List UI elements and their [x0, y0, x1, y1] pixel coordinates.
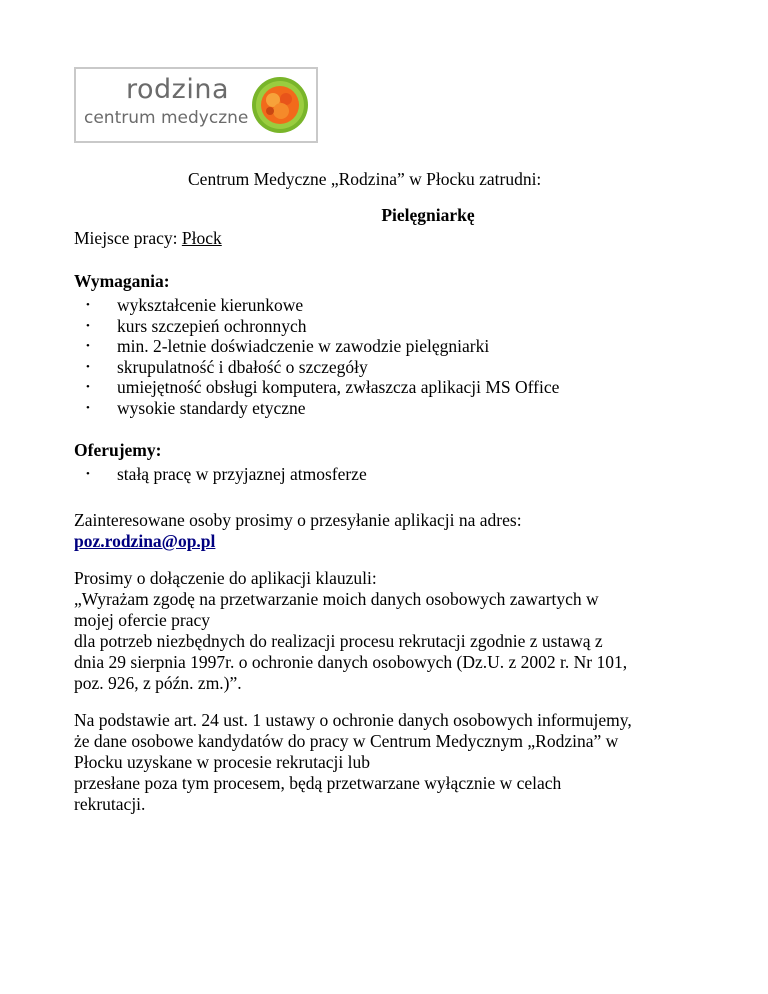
apply-paragraph: [74, 510, 714, 552]
clause-line: dnia 29 sierpnia 1997r. o ochronie danych osobowych (Dz.U. z 2002 r. Nr 101,: [74, 652, 628, 672]
list-item: • kurs szczepień ochronnych: [74, 316, 559, 337]
position-title: Pielęgniarkę: [381, 205, 475, 225]
list-item: • umiejętność obsługi komputera, zwłaszcza aplikacji MS Office: [74, 377, 559, 398]
requirements-heading: Wymagania:: [74, 271, 170, 291]
requirements-section: [74, 271, 559, 418]
company-logo: [74, 67, 318, 143]
offer-heading: Oferujemy:: [74, 440, 162, 460]
info-line: Na podstawie art. 24 ust. 1 ustawy o ochronie danych osobowych informujemy,: [74, 710, 632, 730]
info-paragraph: [74, 710, 714, 815]
list-item: • wysokie standardy etyczne: [74, 398, 559, 419]
clause-line: dla potrzeb niezbędnych do realizacji procesu rekrutacji zgodnie z ustawą z: [74, 631, 603, 651]
clause-line: Prosimy o dołączenie do aplikacji klauzuli:: [74, 568, 377, 588]
offer-section: [74, 440, 367, 485]
workplace-label: Miejsce pracy:: [74, 228, 182, 248]
list-item: • stałą pracę w przyjaznej atmosferze: [74, 464, 367, 485]
logo-subtitle: centrum medyczne: [84, 108, 249, 128]
clause-paragraph: [74, 568, 714, 694]
info-line: Płocku uzyskane w procesie rekrutacji lub: [74, 752, 370, 772]
offer-list: [74, 464, 367, 485]
page-title: Centrum Medyczne „Rodzina” w Płocku zatrudni:: [188, 169, 542, 189]
clause-line: poz. 926, z późn. zm.)”.: [74, 673, 242, 693]
info-line: przesłane poza tym procesem, będą przetwarzane wyłącznie w celach: [74, 773, 562, 793]
email-link[interactable]: poz.rodzina@op.pl: [74, 531, 216, 551]
logo-name: rodzina: [126, 74, 229, 105]
info-line: że dane osobowe kandydatów do pracy w Centrum Medycznym „Rodzina” w: [74, 731, 619, 751]
requirements-list: [74, 295, 559, 418]
workplace-value: Płock: [181, 228, 222, 248]
clause-line: „Wyrażam zgodę na przetwarzanie moich danych osobowych zawartych w: [74, 589, 599, 609]
list-item: • wykształcenie kierunkowe: [74, 295, 559, 316]
clause-line: mojej ofercie pracy: [74, 610, 211, 630]
list-item: • min. 2-letnie doświadczenie w zawodzie pielęgniarki: [74, 336, 559, 357]
workplace-line: [74, 228, 222, 249]
apply-text: Zainteresowane osoby prosimy o przesyłanie aplikacji na adres:: [74, 510, 522, 530]
info-line: rekrutacji.: [74, 794, 146, 814]
logo-emblem-icon: [250, 75, 310, 135]
list-item: • skrupulatność i dbałość o szczegóły: [74, 357, 559, 378]
